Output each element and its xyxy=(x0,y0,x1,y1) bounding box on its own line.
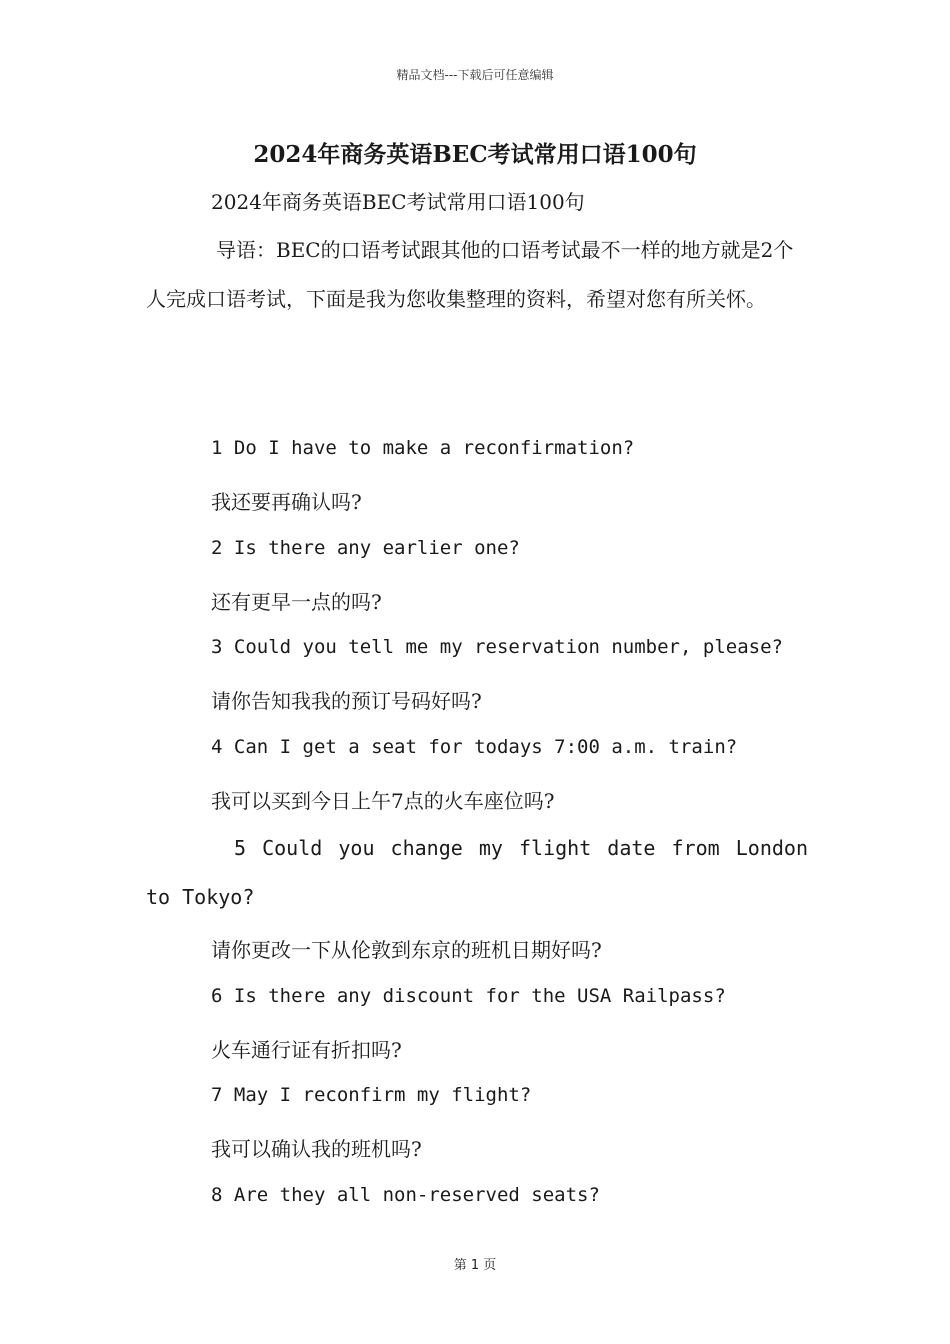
intro-paragraph: 导语：BEC的口语考试跟其他的口语考试最不一样的地方就是2个人完成口语考试，下面是我为您收集整理的资料，希望对您有所关怀。 xyxy=(146,238,794,311)
sentence-en: 4 Can I get a seat for todays 7:00 a.m. train? xyxy=(211,736,738,758)
subtitle: 2024年商务英语BEC考试常用口语100句 xyxy=(211,190,585,214)
page-number: 第 1 页 xyxy=(453,1258,497,1273)
sentence-en: 7 May I reconfirm my flight? xyxy=(211,1084,532,1106)
sentence-en: 8 Are they all non-reserved seats? xyxy=(211,1184,600,1206)
sentence-zh: 请你更改一下从伦敦到东京的班机日期好吗? xyxy=(211,938,602,962)
sentence-zh: 请你告知我我的预订号码好吗? xyxy=(211,689,482,713)
sentence-en: 3 Could you tell me my reservation number, please? xyxy=(211,636,783,658)
sentence-zh: 还有更早一点的吗? xyxy=(211,590,382,614)
sentence-en: 1 Do I have to make a reconfirmation? xyxy=(211,437,635,459)
document-title: 2024年商务英语BEC考试常用口语100句 xyxy=(253,141,697,168)
sentence-zh: 火车通行证有折扣吗? xyxy=(211,1038,402,1062)
page-header: 精品文档---下载后可任意编辑 xyxy=(396,68,554,82)
sentence-en: 5 Could you change my flight date from London to Tokyo? xyxy=(146,836,808,909)
sentence-zh: 我可以确认我的班机吗? xyxy=(211,1137,422,1161)
sentence-zh: 我可以买到今日上午7点的火车座位吗? xyxy=(211,789,555,813)
sentence-zh: 我还要再确认吗? xyxy=(211,490,362,514)
sentence-en: 2 Is there any earlier one? xyxy=(211,537,520,559)
sentence-en: 6 Is there any discount for the USA Railpass? xyxy=(211,985,726,1007)
